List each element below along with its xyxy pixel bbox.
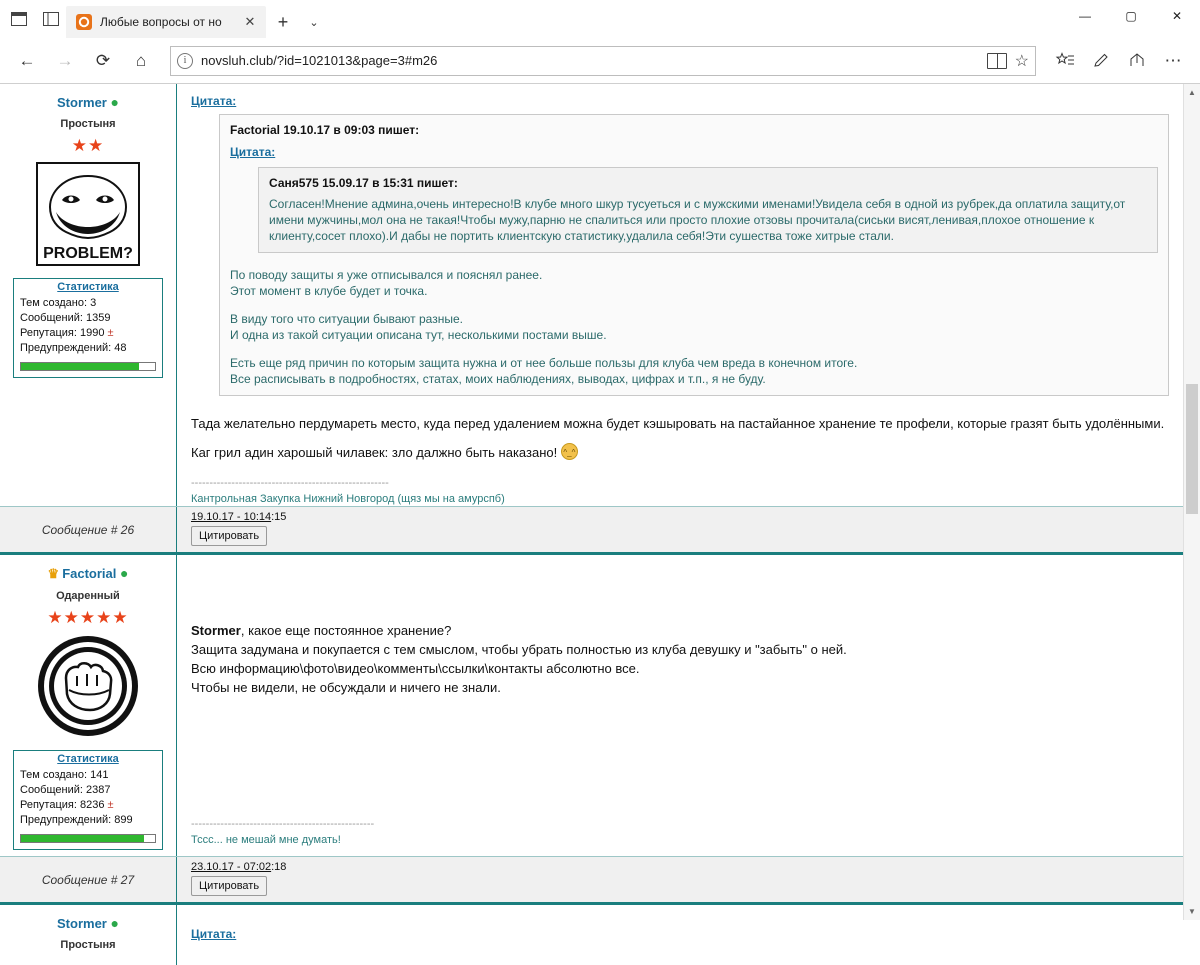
tab-favicon bbox=[76, 14, 92, 30]
stats-reputation bbox=[14, 326, 162, 341]
page-viewport bbox=[0, 84, 1200, 951]
post-paragraph: Тада желательно пердумареть место, куда перед удалением можна будет кэшыровать на пастайанное хранение те профели, которые гразят быть удолёнными. bbox=[191, 416, 1165, 431]
post-timestamp-main: 23.10.17 - 07:02 bbox=[191, 861, 272, 873]
post-timestamp bbox=[191, 511, 1169, 523]
set-tabs-aside-icon[interactable] bbox=[42, 10, 60, 28]
post-author-panel bbox=[0, 905, 177, 965]
post-signature bbox=[191, 817, 1169, 847]
post-footer bbox=[0, 856, 1183, 902]
troll-face-icon bbox=[36, 162, 140, 266]
stats-messages-label: Сообщений: bbox=[20, 784, 83, 796]
post-body bbox=[191, 414, 1169, 462]
author-rank: Простыня bbox=[60, 118, 116, 130]
stats-reputation-label: Репутация: bbox=[20, 799, 77, 811]
window-controls bbox=[1062, 0, 1200, 38]
toolbar-right bbox=[1048, 44, 1190, 78]
close-icon[interactable]: ✕ bbox=[244, 14, 256, 29]
author-name[interactable] bbox=[0, 915, 176, 931]
online-status-dot: ● bbox=[120, 565, 129, 581]
stats-reputation-value: 8236 bbox=[79, 799, 105, 811]
crown-icon: ♛ bbox=[47, 566, 60, 581]
post-paragraph-with-emoji bbox=[191, 443, 1169, 462]
post-first-line bbox=[191, 621, 1169, 640]
quote-line: Этот момент в клубе будет и точка. bbox=[230, 284, 428, 298]
stats-messages-value: 1359 bbox=[86, 312, 111, 324]
author-stars: ★★★★★ bbox=[47, 608, 129, 627]
stats-reputation-label: Репутация: bbox=[20, 327, 77, 339]
stats-topics bbox=[14, 768, 162, 783]
stats-warnings bbox=[14, 813, 162, 828]
site-info-icon[interactable]: i bbox=[177, 53, 193, 69]
stats-warnings-label: Предупреждений: bbox=[20, 342, 112, 354]
stats-messages-label: Сообщений: bbox=[20, 312, 83, 324]
stats-reputation-value: 1990 bbox=[79, 327, 105, 339]
svg-text:PROBLEM?: PROBLEM? bbox=[43, 245, 133, 262]
signature-link[interactable]: Кантрольная Закупка Нижний Новгород (щяз мы на амурспб) bbox=[191, 493, 505, 505]
stats-messages bbox=[14, 783, 162, 798]
avatar bbox=[36, 162, 140, 266]
post-body bbox=[191, 621, 1169, 697]
quote-line: И одна из такой ситуации описана тут, несколькими постами выше. bbox=[230, 328, 607, 342]
post-footer bbox=[0, 506, 1183, 552]
author-name[interactable] bbox=[0, 94, 176, 110]
avatar bbox=[36, 634, 140, 738]
quote-author-line: Factorial 19.10.17 в 09:03 пишет: bbox=[230, 123, 420, 137]
quote-line: Есть еще ряд причин по которым защита нужна и от нее больше пользы для клуба чем вреда в конечном итоге. bbox=[230, 356, 858, 370]
reload-button[interactable]: ⟳ bbox=[95, 50, 111, 70]
minimize-button[interactable]: — bbox=[1079, 9, 1091, 23]
scroll-down-arrow[interactable]: ▼ bbox=[1188, 907, 1196, 916]
address-bar[interactable] bbox=[170, 46, 1036, 76]
chevron-down-icon[interactable]: ⌄ bbox=[309, 16, 319, 29]
online-status-dot: ● bbox=[110, 915, 119, 931]
quote-line: По поводу защиты я уже отписывался и пояснял ранее. bbox=[230, 268, 543, 282]
reputation-bar bbox=[20, 362, 156, 371]
vertical-scrollbar[interactable] bbox=[1183, 84, 1200, 920]
forum-post bbox=[0, 905, 1183, 965]
favorite-star-icon[interactable]: ☆ bbox=[1014, 52, 1029, 70]
quote-author-line-inner: Саня575 15.09.17 в 15:31 пишет: bbox=[269, 176, 458, 190]
stats-warnings-label: Предупреждений: bbox=[20, 814, 112, 826]
stats-topics bbox=[14, 296, 162, 311]
mention-link[interactable]: Stormer bbox=[191, 623, 241, 638]
quote-label-inner: Цитата: bbox=[230, 145, 276, 159]
window-close-button[interactable]: ✕ bbox=[1171, 9, 1183, 23]
forum-post bbox=[0, 555, 1183, 856]
tab-preview-icon[interactable] bbox=[10, 10, 28, 28]
post-first-line-rest: , какое еще постоянное хранение? bbox=[240, 623, 452, 638]
post-line: Защита задумана и покупается с тем смыслом, чтобы убрать полностью из клуба девушку и "забыть" о ней. bbox=[191, 642, 847, 657]
author-name-text: Stormer bbox=[57, 95, 107, 110]
forum-page bbox=[0, 84, 1183, 951]
post-timestamp bbox=[191, 861, 1169, 873]
post-timestamp-seconds: :18 bbox=[271, 861, 287, 873]
scrollbar-thumb[interactable] bbox=[1186, 384, 1198, 514]
stats-topics-value: 3 bbox=[90, 297, 97, 309]
quote-block-outer bbox=[219, 114, 1169, 396]
stats-messages bbox=[14, 311, 162, 326]
tab-strip-left-icons bbox=[0, 0, 66, 38]
author-name-text: Factorial bbox=[62, 566, 117, 581]
reputation-bar bbox=[20, 834, 156, 843]
stats-topics-label: Тем создано: bbox=[20, 297, 88, 309]
back-button[interactable]: ← bbox=[18, 50, 36, 70]
author-name-text: Stormer bbox=[57, 916, 107, 931]
forward-button[interactable]: → bbox=[56, 50, 74, 70]
tab-title: Любые вопросы от но bbox=[100, 15, 222, 29]
post-number: Сообщение # 26 bbox=[0, 507, 177, 552]
signature-divider: ------------------------------------------------------ bbox=[191, 477, 389, 489]
quote-button[interactable]: Цитировать bbox=[191, 876, 267, 896]
favorites-hub-icon[interactable] bbox=[1048, 44, 1082, 78]
new-tab-button[interactable]: + bbox=[277, 11, 289, 32]
author-stats bbox=[13, 750, 163, 850]
navigation-bar bbox=[0, 38, 1200, 84]
stats-messages-value: 2387 bbox=[86, 784, 111, 796]
quote-label: Цитата: bbox=[191, 94, 237, 108]
forum-post bbox=[0, 84, 1183, 506]
author-rank: Простыня bbox=[60, 939, 116, 951]
stats-topics-label: Тем создано: bbox=[20, 769, 88, 781]
stats-title: Статистика bbox=[57, 281, 119, 293]
stats-warnings-value: 48 bbox=[114, 342, 127, 354]
post-timestamp-main: 19.10.17 - 10:14 bbox=[191, 511, 272, 523]
quote-text-inner: Согласен!Мнение админа,очень интересно!В клубе много шкур тусуеться и с мужскими именами!Увидела себя в одной из рубрек,да оплатила защиту,от имени мужчины,мол она не такая!Чтобы мужу,парню не спалиться или просто плохие отзовы прочитала(сиськи висят,ленивая,плохое отношение к клиенту,сосет плохо).И дабы не портить клиентскую статистику,удалила себя!Эти сушества тоже хитрые стали. bbox=[269, 197, 1126, 243]
scroll-up-arrow[interactable]: ▲ bbox=[1188, 88, 1196, 97]
browser-tab[interactable] bbox=[66, 6, 266, 38]
tab-strip bbox=[0, 0, 1200, 38]
post-author-panel bbox=[0, 555, 177, 856]
signature-divider: -------------------------------------------------- bbox=[191, 818, 375, 830]
share-icon[interactable] bbox=[1120, 44, 1154, 78]
author-stars: ★★ bbox=[71, 136, 105, 155]
signature-link[interactable]: Тссс... не мешай мне думать! bbox=[191, 834, 341, 846]
fist-emblem-icon bbox=[36, 634, 140, 738]
post-content bbox=[177, 84, 1183, 506]
author-stats bbox=[13, 278, 163, 378]
post-content bbox=[177, 555, 1183, 856]
quote-text-outer bbox=[230, 267, 1158, 387]
reading-view-icon[interactable] bbox=[987, 53, 1007, 69]
stats-reputation-vote[interactable]: ± bbox=[107, 327, 114, 339]
stats-topics-value: 141 bbox=[90, 769, 109, 781]
author-rank: Одаренный bbox=[56, 590, 120, 602]
quote-button[interactable]: Цитировать bbox=[191, 526, 267, 546]
post-content bbox=[177, 905, 1183, 965]
quote-label: Цитата: bbox=[191, 927, 237, 941]
post-line: Всю информацию\фото\видео\комменты\ссылки\контакты абсолютно все. bbox=[191, 661, 640, 676]
post-signature bbox=[191, 476, 1169, 506]
post-footer-main bbox=[177, 857, 1183, 902]
quote-line: В виду того что ситуации бывают разные. bbox=[230, 312, 463, 326]
post-footer-main bbox=[177, 507, 1183, 552]
home-button[interactable]: ⌂ bbox=[135, 50, 147, 70]
post-paragraph-text: Каг грил адин харошый чилавек: зло далжно быть наказано! bbox=[191, 445, 558, 460]
smiley-icon bbox=[561, 443, 578, 460]
post-line: Чтобы не видели, не обсуждали и ничего не знали. bbox=[191, 680, 501, 695]
post-number: Сообщение # 27 bbox=[0, 857, 177, 902]
url-text: novsluh.club/?id=1021013&page=3#m26 bbox=[201, 53, 438, 68]
stats-warnings bbox=[14, 341, 162, 356]
author-name[interactable] bbox=[0, 565, 176, 582]
post-author-panel bbox=[0, 84, 177, 506]
online-status-dot: ● bbox=[110, 94, 119, 110]
pen-icon[interactable] bbox=[1084, 44, 1118, 78]
stats-reputation bbox=[14, 798, 162, 813]
quote-block-inner bbox=[258, 167, 1158, 253]
maximize-button[interactable]: ▢ bbox=[1125, 9, 1137, 23]
stats-title: Статистика bbox=[57, 753, 119, 765]
more-options-icon[interactable]: ⋯ bbox=[1164, 50, 1182, 70]
post-timestamp-seconds: :15 bbox=[271, 511, 287, 523]
stats-warnings-value: 899 bbox=[114, 814, 133, 826]
stats-reputation-vote[interactable]: ± bbox=[107, 799, 114, 811]
quote-line: Все расписывать в подробностях, статах, моих наблюдениях, выводах, цифрах и т.п., я не буду. bbox=[230, 372, 766, 386]
